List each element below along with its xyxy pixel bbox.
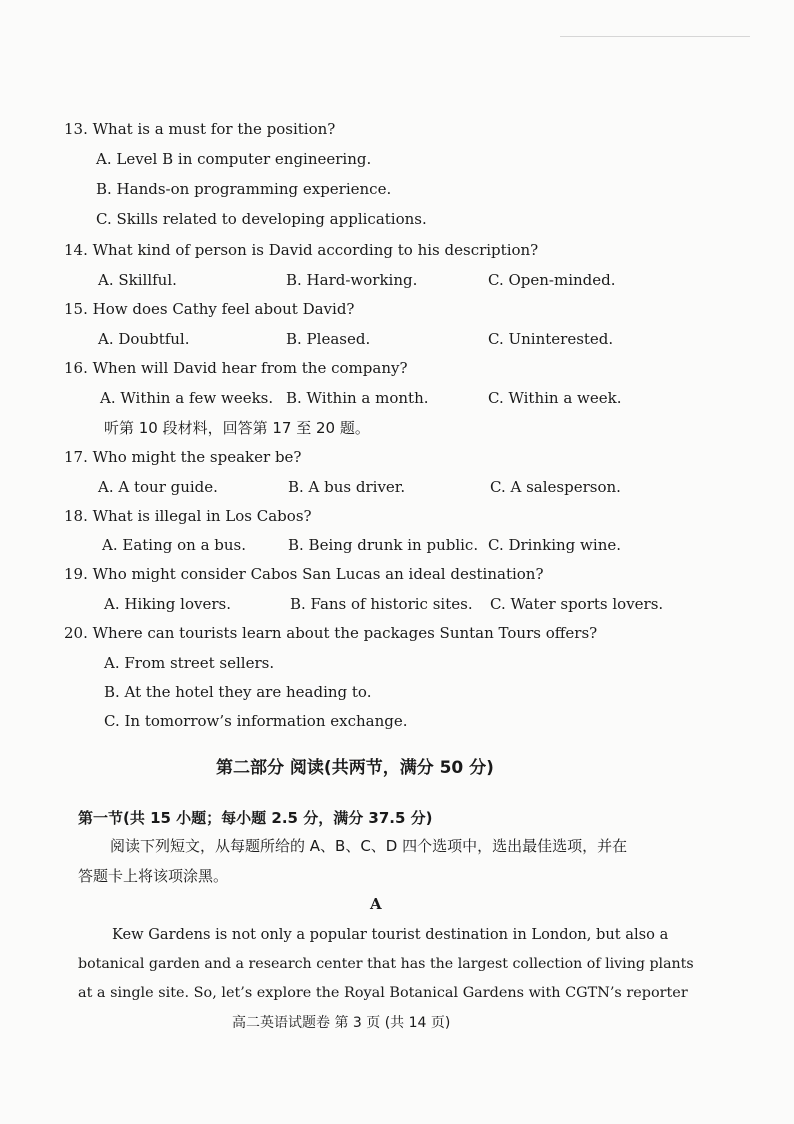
question-18-stem: 18. What is illegal in Los Cabos? bbox=[64, 507, 312, 525]
question-20-option-b: B. At the hotel they are heading to. bbox=[104, 683, 372, 701]
material-instruction: 听第 10 段材料，回答第 17 至 20 题。 bbox=[104, 419, 370, 437]
question-17-option-b: B. A bus driver. bbox=[288, 478, 406, 496]
question-18-option-c: C. Drinking wine. bbox=[488, 536, 621, 554]
question-13-stem: 13. What is a must for the position? bbox=[64, 120, 336, 138]
question-14-option-b: B. Hard-working. bbox=[286, 271, 418, 289]
question-16-stem: 16. When will David hear from the company? bbox=[64, 359, 408, 377]
section-one-title: 第一节(共 15 小题；每小题 2.5 分，满分 37.5 分) bbox=[78, 809, 433, 827]
question-15-stem: 15. How does Cathy feel about David? bbox=[64, 300, 355, 318]
question-14-stem: 14. What kind of person is David according to his description? bbox=[64, 241, 539, 259]
question-15-option-a: A. Doubtful. bbox=[98, 330, 190, 348]
question-15-option-b: B. Pleased. bbox=[286, 330, 371, 348]
question-13-option-b: B. Hands-on programming experience. bbox=[96, 180, 392, 198]
question-14-option-c: C. Open-minded. bbox=[488, 271, 616, 289]
question-17-option-c: C. A salesperson. bbox=[490, 478, 621, 496]
question-16-option-a: A. Within a few weeks. bbox=[100, 389, 274, 407]
passage-line-2: botanical garden and a research center that has the largest collection of living plants bbox=[78, 956, 694, 972]
page-footer: 高二英语试题卷 第 3 页 (共 14 页) bbox=[232, 1015, 451, 1031]
passage-line-1: Kew Gardens is not only a popular tourist destination in London, but also a bbox=[112, 926, 669, 943]
question-18-option-b: B. Being drunk in public. bbox=[288, 536, 479, 554]
question-14-option-a: A. Skillful. bbox=[98, 271, 177, 289]
question-17-option-a: A. A tour guide. bbox=[98, 478, 218, 496]
question-13-option-a: A. Level B in computer engineering. bbox=[96, 150, 372, 168]
question-19-option-b: B. Fans of historic sites. bbox=[290, 595, 473, 613]
passage-label: A bbox=[370, 895, 382, 913]
question-16-option-c: C. Within a week. bbox=[488, 389, 622, 407]
part-two-title: 第二部分 阅读(共两节，满分 50 分) bbox=[216, 758, 494, 778]
question-20-option-a: A. From street sellers. bbox=[104, 654, 275, 672]
question-17-stem: 17. Who might the speaker be? bbox=[64, 448, 302, 466]
question-20-option-c: C. In tomorrow’s information exchange. bbox=[104, 712, 408, 730]
question-13-option-c: C. Skills related to developing applications. bbox=[96, 210, 427, 228]
question-16-option-b: B. Within a month. bbox=[286, 389, 429, 407]
question-18-option-a: A. Eating on a bus. bbox=[102, 536, 247, 554]
question-19-option-a: A. Hiking lovers. bbox=[104, 595, 231, 613]
scan-artifact-line bbox=[560, 36, 750, 37]
question-20-stem: 20. Where can tourists learn about the packages Suntan Tours offers? bbox=[64, 624, 598, 642]
question-19-option-c: C. Water sports lovers. bbox=[490, 595, 664, 613]
passage-line-3: at a single site. So, let’s explore the Royal Botanical Gardens with CGTN’s reporter bbox=[78, 985, 688, 1001]
section-one-instruction-line1: 阅读下列短文，从每题所给的 A、B、C、D 四个选项中，选出最佳选项，并在 bbox=[110, 837, 628, 855]
question-19-stem: 19. Who might consider Cabos San Lucas an ideal destination? bbox=[64, 565, 544, 583]
question-15-option-c: C. Uninterested. bbox=[488, 330, 614, 348]
section-one-instruction-line2: 答题卡上将该项涂黑。 bbox=[78, 867, 229, 885]
